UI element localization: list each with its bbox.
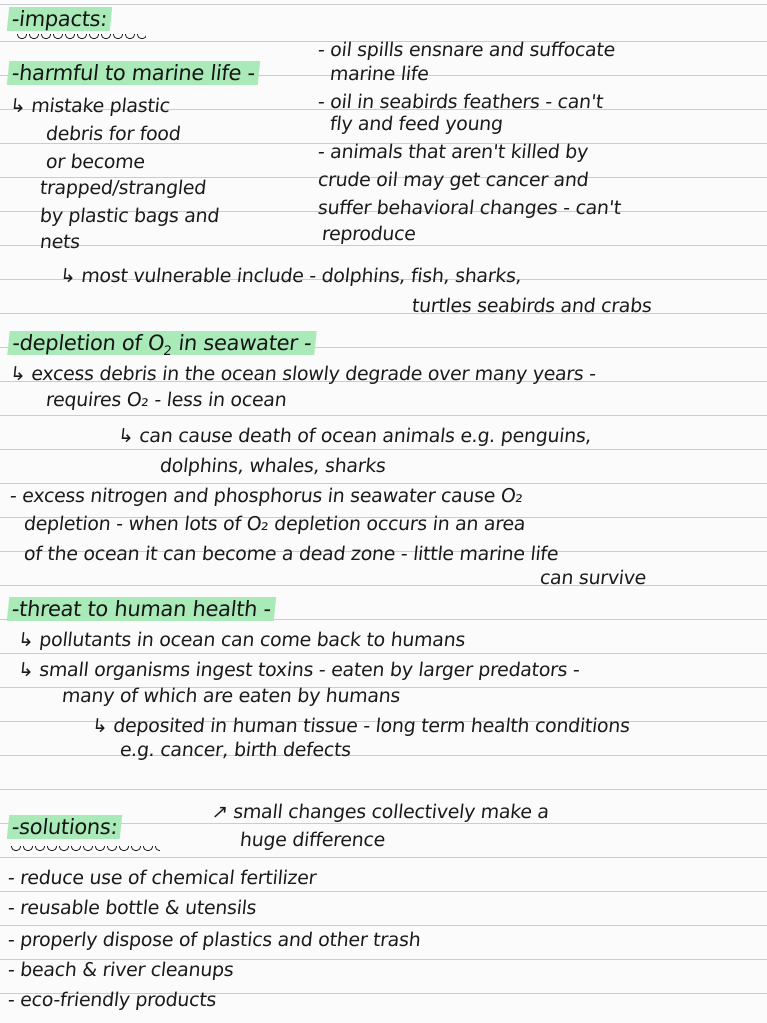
solutions-heading: -solutions: bbox=[7, 814, 123, 840]
marine-left-line: or become bbox=[44, 151, 146, 173]
health-line: ↳ deposited in human tissue - long term health conditions bbox=[90, 715, 631, 737]
health-line: ↳ small organisms ingest toxins - eaten by larger predators - bbox=[16, 659, 581, 681]
solution-item: - reusable bottle & utensils bbox=[6, 897, 258, 919]
impacts-heading: -impacts: bbox=[7, 6, 113, 32]
solution-item: - reduce use of chemical fertilizer bbox=[6, 867, 318, 889]
oxygen-line: depletion - when lots of O₂ depletion occurs in an area bbox=[22, 513, 527, 535]
oxygen-line: can survive bbox=[538, 567, 648, 589]
oxygen-line: dolphins, whales, sharks bbox=[158, 455, 387, 477]
vulnerable-line: turtles seabirds and crabs bbox=[410, 295, 653, 317]
marine-right-line: marine life bbox=[328, 63, 430, 85]
oxygen-line: ↳ excess debris in the ocean slowly degrade over many years - bbox=[8, 363, 597, 385]
health-line: many of which are eaten by humans bbox=[60, 685, 402, 707]
marine-right-line: crude oil may get cancer and bbox=[316, 169, 590, 191]
solutions-note: huge difference bbox=[238, 829, 387, 851]
marine-right-line: - oil in seabirds feathers - can't bbox=[316, 91, 605, 113]
health-heading: -threat to human health - bbox=[7, 596, 277, 622]
marine-right-line: fly and feed young bbox=[328, 113, 504, 135]
marine-right-line: suffer behavioral changes - can't bbox=[316, 197, 623, 219]
marine-left-line: debris for food bbox=[44, 123, 182, 145]
solution-item: - properly dispose of plastics and other trash bbox=[6, 929, 422, 951]
marine-left-line: ↳ mistake plastic bbox=[8, 95, 171, 117]
marine-left-line: nets bbox=[38, 231, 82, 253]
marine-life-heading: -harmful to marine life - bbox=[7, 60, 261, 86]
oxygen-line: - excess nitrogen and phosphorus in seawater cause O₂ bbox=[8, 485, 525, 507]
marine-left-line: trapped/strangled bbox=[38, 177, 208, 199]
heading-underline bbox=[16, 34, 146, 42]
solution-item: - eco-friendly products bbox=[6, 989, 218, 1011]
marine-right-line: reproduce bbox=[320, 223, 417, 245]
oxygen-line: of the ocean it can become a dead zone - little marine life bbox=[22, 543, 560, 565]
oxygen-line: requires O₂ - less in ocean bbox=[44, 389, 288, 411]
oxygen-heading: -depletion of $O_2$ in seawater - bbox=[6, 330, 317, 365]
health-line: ↳ pollutants in ocean can come back to humans bbox=[16, 629, 467, 651]
health-line: e.g. cancer, birth defects bbox=[118, 739, 352, 761]
marine-left-line: by plastic bags and bbox=[38, 205, 221, 227]
solution-item: - beach & river cleanups bbox=[6, 959, 235, 981]
oxygen-line: ↳ can cause death of ocean animals e.g. penguins, bbox=[116, 425, 593, 447]
vulnerable-line: ↳ most vulnerable include - dolphins, fish, sharks, bbox=[58, 265, 523, 287]
marine-right-line: - oil spills ensnare and suffocate bbox=[316, 39, 617, 61]
solutions-note: ↗ small changes collectively make a bbox=[210, 801, 550, 823]
heading-underline bbox=[10, 846, 160, 854]
marine-right-line: - animals that aren't killed by bbox=[316, 141, 590, 163]
